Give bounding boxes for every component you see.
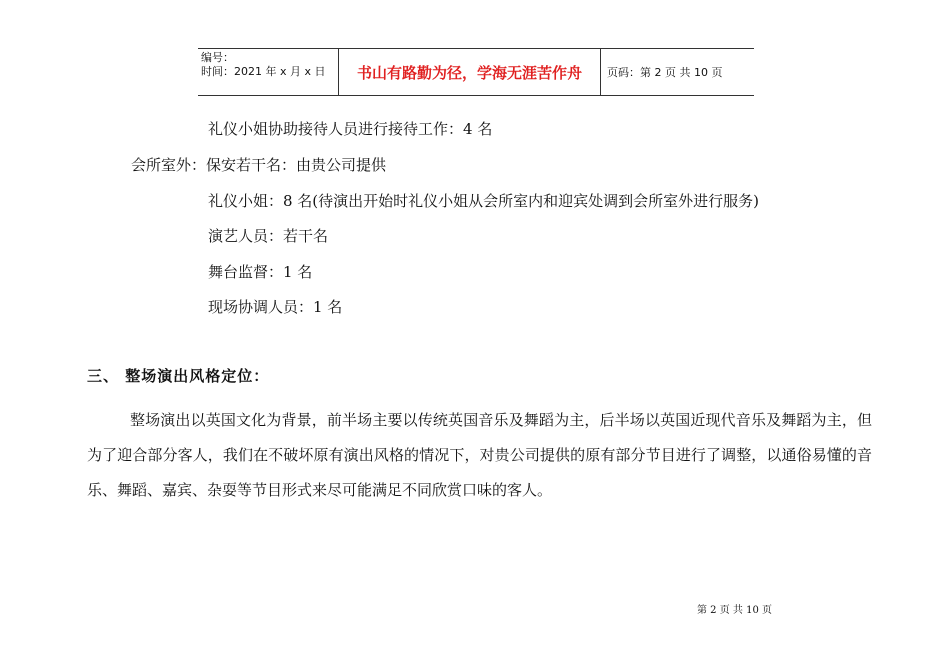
page-header (198, 48, 754, 96)
number-label: 编号： (201, 51, 234, 64)
time-label: 时间：2021 年 x 月 x 日 (201, 65, 326, 78)
page-footer: 第 2 页 共 10 页 (697, 605, 772, 616)
header-page-info: 页码：第 2 页 共 10 页 (607, 66, 723, 79)
staff-line-performers: 演艺人员：若干名 (208, 227, 329, 245)
section-paragraph: 整场演出以英国文化为背景，前半场主要以传统英国音乐及舞蹈为主，后半场以英国近现代音乐及舞蹈为主，但为了迎合部分客人，我们在不破坏原有演出风格的情况下，对贵公司提供的原有部分节目进行了调整，以通俗易懂的音乐、舞蹈、嘉宾、杂耍等节目形式来尽可能满足不同欣赏口味的客人。 (87, 411, 872, 499)
staff-line-stage-manager: 舞台监督：1 名 (208, 263, 313, 281)
section-title: 三、 整场演出风格定位： (87, 367, 270, 385)
header-motto: 书山有路勤为径，学海无涯苦作舟 (339, 49, 601, 95)
staff-line-coordinator: 现场协调人员：1 名 (208, 298, 343, 316)
staff-line-security: 会所室外：保安若干名：由贵公司提供 (131, 156, 387, 174)
staff-line-reception: 礼仪小姐协助接待人员进行接待工作：4 名 (208, 120, 493, 138)
header-meta (198, 49, 339, 95)
staff-line-hostess: 礼仪小姐：8 名(待演出开始时礼仪小姐从会所室内和迎宾处调到会所室外进行服务) (208, 192, 760, 210)
